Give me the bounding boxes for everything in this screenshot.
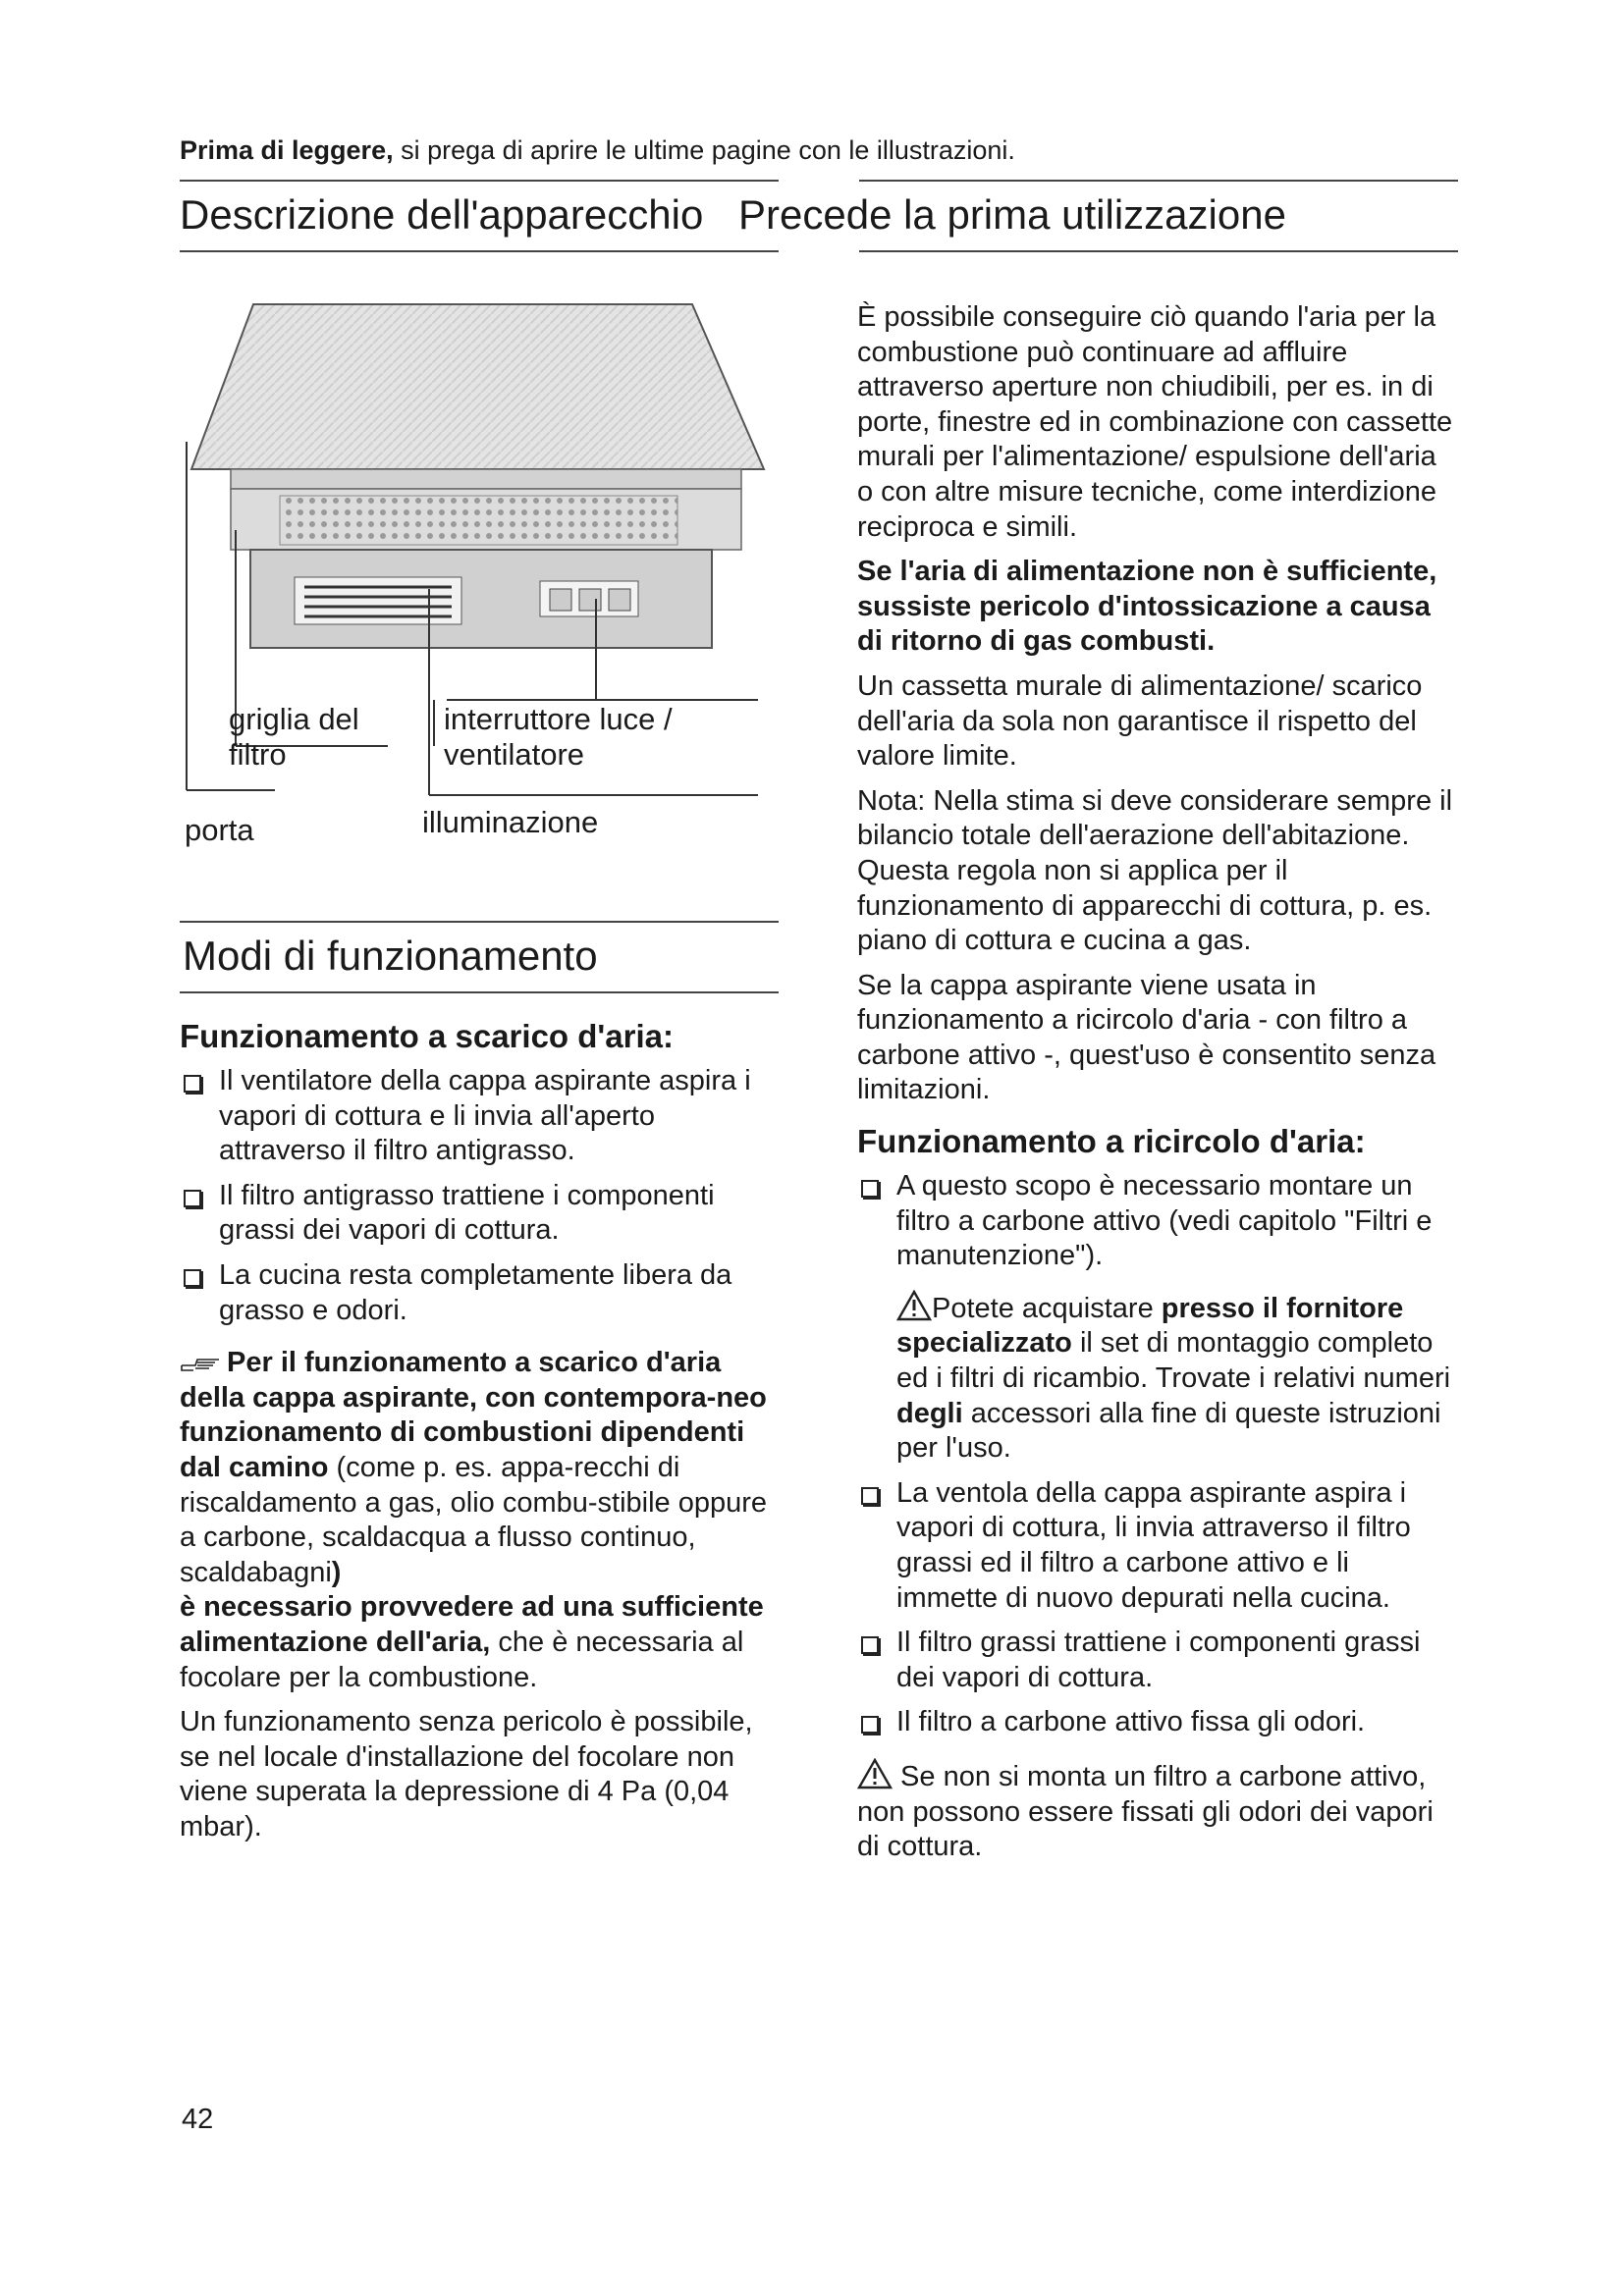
checkbox-bullet-icon <box>184 1075 201 1093</box>
pointing-hand-icon <box>180 1352 223 1373</box>
recirc-item-text: A questo scopo è necessario montare un filtro a carbone attivo (vedi capitolo "Filtri e manutenzione"). <box>896 1170 1433 1272</box>
checkbox-bullet-icon <box>184 1190 201 1207</box>
exhaust-item-text: Il filtro antigrasso trattiene i componenti grassi dei vapori di cottura. <box>219 1179 715 1247</box>
final-warning-text: Se non si monta un filtro a carbone attivo, non possono essere fissati gli odori dei vapori di cottura. <box>857 1760 1434 1863</box>
warning-triangle-icon <box>896 1290 932 1321</box>
rule-title-left <box>180 250 779 252</box>
final-warning <box>857 1758 1458 1865</box>
page-number: 42 <box>182 2104 214 2135</box>
intro-bold: Prima di leggere, <box>180 135 394 165</box>
list-item <box>857 1626 1458 1695</box>
note-text-1: (come p. es. appa-recchi di riscaldamento a gas, olio combu-stibile oppure a carbone, scaldacqua a flusso continuo, scaldabagni <box>180 1451 768 1588</box>
hood-top-panel <box>191 304 764 469</box>
left-column <box>180 1017 781 1854</box>
warning-triangle-icon <box>857 1758 893 1789</box>
rule-top-left <box>180 180 779 182</box>
label-filter-grid-line1: griglia del <box>229 702 359 736</box>
label-filter-grid <box>229 702 359 773</box>
label-filter-grid-line2: filtro <box>229 737 287 772</box>
rule-modes-bottom <box>180 991 779 993</box>
checkbox-bullet-icon <box>861 1636 879 1654</box>
right-paragraph-3: Nota: Nella stima si deve considerare sempre il bilancio totale dell'aerazione dell'abitazione. Questa regola non si applica per il funzionamento di apparecchi di cottura, p. es. piano di cottura e cucina a gas. <box>857 784 1453 957</box>
right-column <box>857 300 1458 1875</box>
modes-title: Modi di funzionamento <box>183 933 598 979</box>
exhaust-item-text: La cucina resta completamente libera da grasso e odori. <box>219 1258 732 1326</box>
exhaust-note <box>180 1346 781 1695</box>
checkbox-bullet-icon <box>861 1487 879 1505</box>
intoxication-warning: Se l'aria di alimentazione non è sufficiente, sussiste pericolo d'intossicazione a causa di ritorno di gas combusti. <box>857 556 1437 658</box>
list-item <box>180 1064 781 1169</box>
label-switch-line2: ventilatore <box>444 737 585 772</box>
checkbox-bullet-icon <box>861 1716 879 1734</box>
right-paragraph-4: Se la cappa aspirante viene usata in funzionamento a ricircolo d'aria - con filtro a carbone attivo -, quest'uso è consentito senza limitazioni. <box>857 969 1436 1106</box>
intro-text: si prega di aprire le ultime pagine con le illustrazioni. <box>393 135 1015 165</box>
list-item <box>180 1179 781 1249</box>
note-bold-1: Per il funzionamento a scarico d'aria della cappa aspirante, con contempora-neo funzionamento di combustioni dipendenti dal camino <box>180 1347 767 1483</box>
right-paragraph-2: Un cassetta murale di alimentazione/ scarico dell'aria da sola non garantisce il rispetto del valore limite. <box>857 669 1423 773</box>
rule-title-right <box>859 250 1458 252</box>
light-lamp <box>295 577 461 624</box>
recirc-item-text: Il filtro a carbone attivo fissa gli odori. <box>896 1706 1366 1738</box>
recirc-heading: Funzionamento a ricircolo d'aria: <box>857 1123 1366 1160</box>
intro-line <box>180 133 1015 167</box>
list-item <box>180 1258 781 1328</box>
recirc-item-text: Il filtro grassi trattiene i componenti grassi dei vapori di cottura. <box>896 1627 1421 1693</box>
exhaust-heading: Funzionamento a scarico d'aria: <box>180 1018 674 1054</box>
note-bold-2: ) <box>331 1556 342 1588</box>
description-title: Descrizione dell'apparecchio <box>180 191 704 238</box>
rule-modes-top <box>180 921 779 923</box>
label-door: porta <box>185 813 254 847</box>
supplier-text-1: Potete acquistare <box>932 1292 1162 1324</box>
label-switch <box>444 702 673 773</box>
supplier-note <box>857 1290 1458 1467</box>
recirc-item-text: La ventola della cappa aspirante aspira i vapori di cottura, li invia attraverso il filtro grassi ed il filtro a carbone attivo e li immette di nuovo depurati nella cucina. <box>896 1476 1411 1614</box>
right-paragraph-1: È possibile conseguire ciò quando l'aria per la combustione può continuare ad affluire attraverso aperture non chiudibili, per es. in di porte, finestre ed in combinazione con cassette murali per l'alimentazione/ espulsione dell'aria o con altre misure tecniche, come interdizione reciproca e simili. <box>857 301 1453 543</box>
first-use-title: Precede la prima utilizzazione <box>738 191 1286 238</box>
list-item <box>857 1705 1458 1740</box>
checkbox-bullet-icon <box>861 1180 879 1198</box>
rule-top-right <box>859 180 1458 182</box>
label-switch-line1: interruttore luce / <box>444 702 673 736</box>
supplier-bold-2: degli <box>896 1397 963 1429</box>
supplier-text-2: il set di montaggio completo ed i filtri di ricambio. Trovate i relativi numeri <box>896 1327 1451 1395</box>
list-item <box>857 1169 1458 1274</box>
note-text-2: che è necessaria al focolare per la combustione. <box>180 1626 744 1693</box>
note-bold-3: è necessario provvedere ad una sufficiente alimentazione dell'aria, <box>180 1591 764 1658</box>
hood-diagram <box>177 294 776 864</box>
supplier-bold-1: presso il fornitore specializzato <box>896 1292 1404 1360</box>
checkbox-bullet-icon <box>184 1269 201 1287</box>
safe-operation-text: Un funzionamento senza pericolo è possibile, se nel locale d'installazione del focolare non viene superata la depressione di 4 Pa (0,04 mbar). <box>180 1706 753 1842</box>
supplier-text-3: accessori alla fine di queste istruzioni per l'uso. <box>896 1397 1441 1465</box>
switch-panel <box>540 581 638 616</box>
list-item <box>857 1476 1458 1616</box>
label-light: illuminazione <box>422 805 599 839</box>
exhaust-item-text: Il ventilatore della cappa aspirante aspira i vapori di cottura e li invia all'aperto attraverso il filtro antigrasso. <box>219 1065 751 1167</box>
